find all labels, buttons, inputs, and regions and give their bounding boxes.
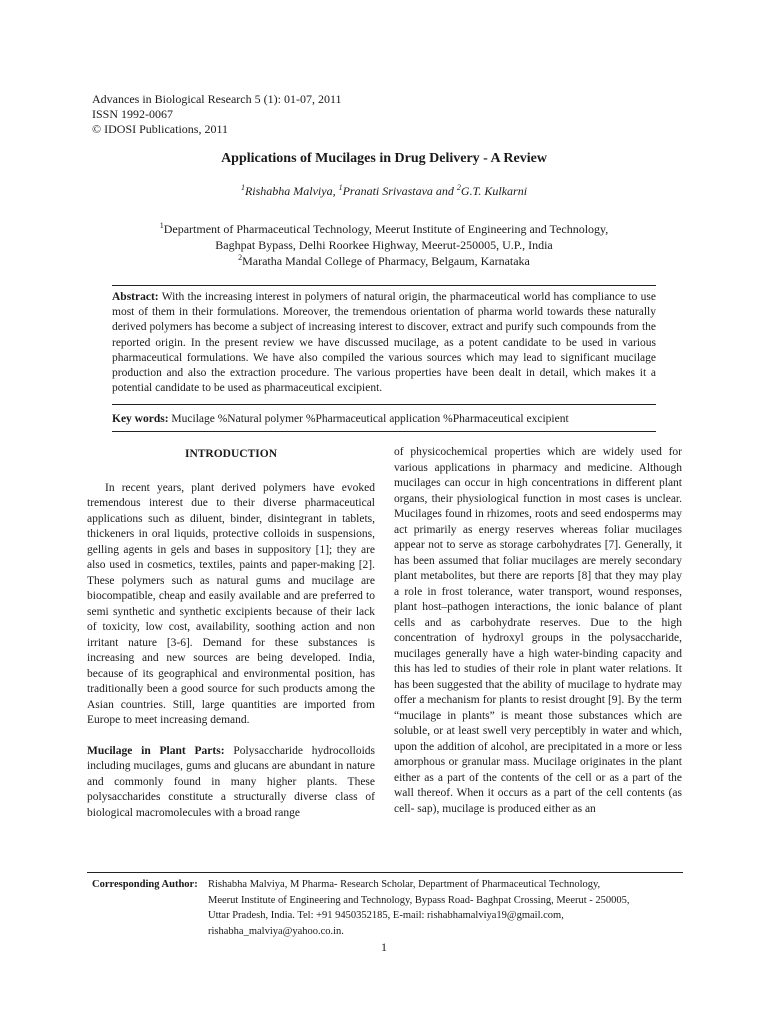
abstract-bottom-rule <box>112 404 656 405</box>
keywords-bottom-rule <box>112 431 656 432</box>
corresponding-author-details <box>208 877 688 939</box>
mucilage-plant-parts-paragraph <box>87 744 375 822</box>
journal-citation: Advances in Biological Research 5 (1): 01-07, 2011 <box>92 92 342 106</box>
abstract-label: Abstract: <box>112 291 159 303</box>
corresponding-line-4: rishabha_malviya@yahoo.co.in. <box>208 925 344 937</box>
affiliation-1-text: Department of Pharmaceutical Technology, Meerut Institute of Engineering and Technology, <box>163 222 609 236</box>
paper-title: Applications of Mucilages in Drug Delivery - A Review <box>221 151 547 166</box>
mucilage-plant-parts-heading: Mucilage in Plant Parts: <box>87 744 225 757</box>
affiliation-2-text: Maratha Mandal College of Pharmacy, Belgaum, Karnataka <box>242 254 530 268</box>
right-column <box>394 445 682 817</box>
mucilage-plant-parts-text: Polysaccharide hydrocolloids including mucilages, gums and glucans are abundant in nature and commonly found in many higher plants. These polysaccharides constitute a structurally diverse class of biological macromolecules with a broad range <box>87 744 375 819</box>
affiliations <box>0 221 768 269</box>
author-2-affiliation-mark: 1 <box>338 183 343 192</box>
journal-issn: ISSN 1992-0067 <box>92 107 174 121</box>
introduction-heading: INTRODUCTION <box>184 448 277 460</box>
keywords-label: Key words: <box>112 413 169 425</box>
journal-header <box>92 92 342 137</box>
keywords <box>112 412 656 427</box>
corresponding-author-label: Corresponding Author: <box>92 879 198 890</box>
abstract <box>112 290 656 396</box>
author-2: Pranati Srivastava and <box>342 184 457 198</box>
corresponding-line-2: Meerut Institute of Engineering and Technology, Bypass Road- Baghpat Crossing, Meerut - 250005, <box>208 894 630 906</box>
right-column-paragraph: of physicochemical properties which are widely used for various applications in pharmacy and medicine. Although mucilages can occur in high concentrations in different plant organs, their physiological function in most cases is unclear. Mucilages found in rhizomes, roots and seed endosperms may act primarily as energy reserves whereas foliar mucilages appear not to serve as storage carbohydrates [7]. Generally, it has been assumed that foliar mucilages are merely secondary plant metabolites, but there are reports [8] that they may play a role in frost tolerance, water transport, wound responses, plant host–pathogen interactions, the ionic balance of plant cells and as carbohydrate reserves. Due to the high concentration of hydroxyl groups in the polysaccharide, mucilages generally have a high water-binding capacity and this has led to studies of their role in plant water relations. It has been suggested that the ability of mucilage to hydrate may offer a mechanism for plants to resist drought [9]. By the term “mucilage in plants” is meant those substances which are soluble, or at least swell very perceptibly in water and which, upon the addition of alcohol, are precipitated in a more or less amorphous or granular mass. Mucilage originates in the plant either as a part of the contents of the cell or as a part of the wall thereof. When it occurs as a part of the cell contents (as cell- sap), mucilage is produced either as an <box>394 446 682 815</box>
footnote-rule <box>87 872 683 873</box>
affiliation-1-line-2: Baghpat Bypass, Delhi Roorkee Highway, Meerut-250005, U.P., India <box>215 238 553 252</box>
abstract-top-rule <box>112 285 656 286</box>
introduction-paragraph-1: In recent years, plant derived polymers have evoked tremendous interest due to their diverse pharmaceutical applications such as diluent, binder, disintegrant in tablets, thickeners in oral liquids, protective colloids in suspensions, gelling agents in gels and bases in suppository [1]; they are also used in cosmetics, textiles, paints and paper-making [2]. These polymers such as natural gums and mucilage are biocompatible, cheap and easily available and are preferred to semi synthetic and synthetic excipients because of their lack of toxicity, low cost, availability, soothing action and non irritant nature [3-6]. Demand for these substances is increasing and new sources are being developed. India, because of its geographical and environmental position, has traditionally been a good source for such products among the Asian countries. Still, large quantities are imported from Europe to meet increasing demand. <box>87 481 375 726</box>
affiliation-2 <box>0 253 768 269</box>
affiliation-1-line-1 <box>0 221 768 237</box>
affiliation-2-mark: 2 <box>238 253 243 262</box>
author-list <box>0 184 768 199</box>
corresponding-line-3: Uttar Pradesh, India. Tel: +91 9450352185, E-mail: rishabhamalviya19@gmail.com, <box>208 910 564 921</box>
keywords-text: Mucilage %Natural polymer %Pharmaceutical application %Pharmaceutical excipient <box>168 413 569 425</box>
page-number: 1 <box>381 940 387 954</box>
abstract-text: With the increasing interest in polymers of natural origin, the pharmaceutical world has compliance to use most of them in their formulations. Moreover, the tremendous orientation of pharma world towards these naturally derived polymers has become a subject of increasing interest to discover, extract and purify such compounds from the reported origin. In the present review we have discussed mucilage, as a potent candidate to be used in various pharmaceutical formulations. We have also compiled the various sources which may lead to significant mucilage production and also the extraction procedure. The various properties have been dealt in detail, which makes it a potential candidate to be used as pharmaceutical excipient. <box>112 291 656 395</box>
author-1-affiliation-mark: 1 <box>240 183 245 192</box>
author-3: G.T. Kulkarni <box>460 184 528 198</box>
affiliation-1-mark: 1 <box>159 221 164 230</box>
corresponding-line-1: Rishabha Malviya, M Pharma- Research Scholar, Department of Pharmaceutical Technology, <box>208 879 601 890</box>
author-1: Rishabha Malviya, <box>244 184 339 198</box>
left-column <box>87 445 375 821</box>
journal-copyright: © IDOSI Publications, 2011 <box>92 122 229 136</box>
author-3-affiliation-mark: 2 <box>456 183 461 192</box>
